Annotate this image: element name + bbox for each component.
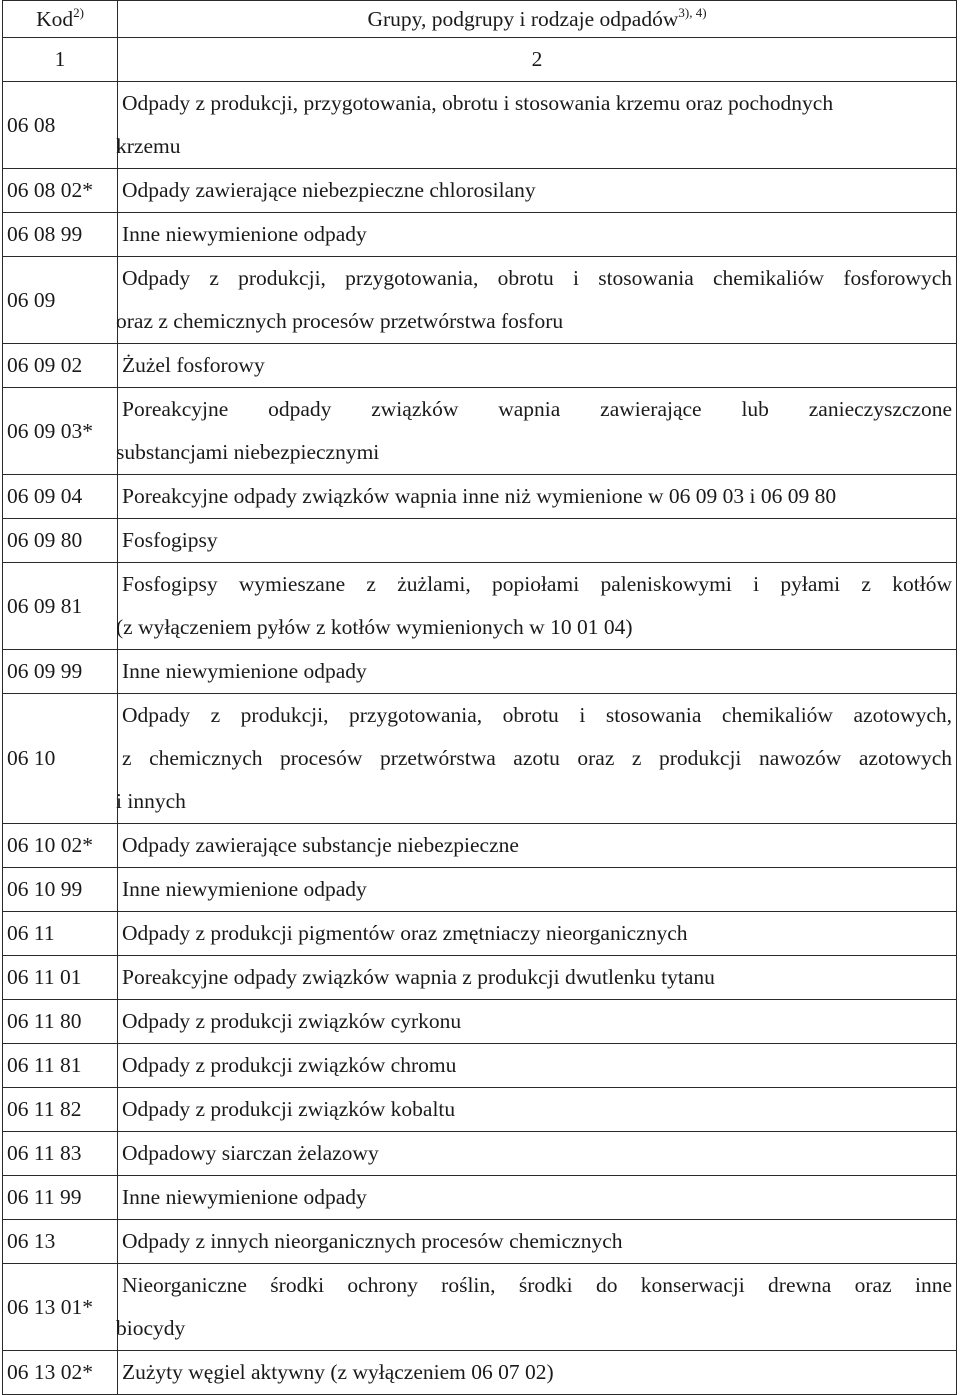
waste-code: 06 11 81	[3, 1044, 118, 1088]
description-line: Inne niewymienione odpady	[122, 1185, 367, 1209]
description-line: Nieorganiczne środki ochrony roślin, środki do konserwacji drewna oraz inne	[122, 1273, 952, 1297]
waste-code: 06 13 02*	[3, 1351, 118, 1395]
table-row	[3, 694, 957, 824]
header-description	[118, 1, 957, 38]
waste-code: 06 11 01	[3, 956, 118, 1000]
waste-code: 06 09 80	[3, 519, 118, 563]
waste-description	[118, 1000, 957, 1044]
table-row	[3, 1000, 957, 1044]
waste-description	[118, 519, 957, 563]
header-description-footnote: 3), 4)	[678, 5, 707, 20]
description-line: Żużel fosforowy	[122, 353, 265, 377]
table-row	[3, 1220, 957, 1264]
waste-description	[118, 1351, 957, 1395]
description-line: Inne niewymienione odpady	[122, 222, 367, 246]
table-row	[3, 824, 957, 868]
description-line: substancjami niebezpiecznymi	[116, 440, 380, 464]
waste-code: 06 13	[3, 1220, 118, 1264]
waste-description	[118, 1044, 957, 1088]
waste-description	[118, 868, 957, 912]
description-line: Odpady z produkcji pigmentów oraz zmętniaczy nieorganicznych	[122, 921, 688, 945]
header-code	[3, 1, 118, 38]
waste-description	[118, 169, 957, 213]
table-row	[3, 1132, 957, 1176]
waste-description	[118, 82, 957, 169]
column-number-1: 1	[3, 38, 118, 82]
table-row	[3, 1264, 957, 1351]
table-row	[3, 213, 957, 257]
waste-description	[118, 1176, 957, 1220]
waste-code: 06 11 80	[3, 1000, 118, 1044]
column-number-2: 2	[118, 38, 957, 82]
waste-description	[118, 344, 957, 388]
header-description-label: Grupy, podgrupy i rodzaje odpadów	[367, 7, 679, 31]
description-line: Odpady z produkcji związków chromu	[122, 1053, 457, 1077]
table-row	[3, 257, 957, 344]
waste-description	[118, 694, 957, 824]
description-line: Zużyty węgiel aktywny (z wyłączeniem 06 07 02)	[122, 1360, 554, 1384]
waste-code: 06 09 04	[3, 475, 118, 519]
waste-description	[118, 824, 957, 868]
waste-code: 06 09 99	[3, 650, 118, 694]
waste-description	[118, 213, 957, 257]
waste-code: 06 11 82	[3, 1088, 118, 1132]
table-row	[3, 868, 957, 912]
table-row	[3, 344, 957, 388]
description-line: krzemu	[116, 134, 181, 158]
waste-code: 06 08 99	[3, 213, 118, 257]
description-line: Fosfogipsy	[122, 528, 218, 552]
waste-code: 06 13 01*	[3, 1264, 118, 1351]
table-row	[3, 82, 957, 169]
description-line: Odpady zawierające niebezpieczne chlorosilany	[122, 178, 536, 202]
description-line: Odpady z produkcji związków kobaltu	[122, 1097, 456, 1121]
waste-code: 06 11 99	[3, 1176, 118, 1220]
description-line: Inne niewymienione odpady	[122, 659, 367, 683]
description-line: Poreakcyjne odpady związków wapnia zawierające lub zanieczyszczone	[122, 397, 952, 421]
waste-description	[118, 650, 957, 694]
waste-code: 06 08	[3, 82, 118, 169]
header-code-label: Kod	[36, 7, 74, 31]
table-row	[3, 650, 957, 694]
description-line: i innych	[116, 789, 186, 813]
description-line: Inne niewymienione odpady	[122, 877, 367, 901]
waste-description	[118, 1220, 957, 1264]
description-line: Odpady zawierające substancje niebezpieczne	[122, 833, 519, 857]
description-line: Odpady z produkcji, przygotowania, obrotu i stosowania krzemu oraz pochodnych	[122, 91, 834, 115]
table-row	[3, 1088, 957, 1132]
table-row	[3, 1176, 957, 1220]
waste-code: 06 09 02	[3, 344, 118, 388]
waste-code: 06 11 83	[3, 1132, 118, 1176]
waste-code: 06 10 99	[3, 868, 118, 912]
description-line: oraz z chemicznych procesów przetwórstwa fosforu	[116, 309, 564, 333]
description-line: Odpady z produkcji, przygotowania, obrotu i stosowania chemikaliów azotowych,	[122, 703, 952, 727]
table-row	[3, 563, 957, 650]
table-body	[3, 1, 957, 1395]
waste-description	[118, 1264, 957, 1351]
waste-description	[118, 388, 957, 475]
waste-codes-table	[2, 0, 957, 1395]
description-line: Fosfogipsy wymieszane z żużlami, popiołami paleniskowymi i pyłami z kotłów	[122, 572, 952, 596]
description-line: Odpady z produkcji związków cyrkonu	[122, 1009, 462, 1033]
table-header-row	[3, 1, 957, 38]
description-line: Odpady z innych nieorganicznych procesów chemicznych	[122, 1229, 623, 1253]
waste-code: 06 11	[3, 912, 118, 956]
waste-code: 06 10	[3, 694, 118, 824]
description-line: Poreakcyjne odpady związków wapnia z produkcji dwutlenku tytanu	[122, 965, 715, 989]
waste-description	[118, 1088, 957, 1132]
waste-code: 06 09 03*	[3, 388, 118, 475]
header-code-footnote: 2)	[73, 5, 84, 20]
waste-description	[118, 475, 957, 519]
description-line: z chemicznych procesów przetwórstwa azotu oraz z produkcji nawozów azotowych	[122, 746, 952, 770]
waste-description	[118, 956, 957, 1000]
table-row	[3, 1044, 957, 1088]
waste-code: 06 08 02*	[3, 169, 118, 213]
description-line: Poreakcyjne odpady związków wapnia inne niż wymienione w 06 09 03 i 06 09 80	[122, 484, 837, 508]
waste-code: 06 09	[3, 257, 118, 344]
waste-code: 06 10 02*	[3, 824, 118, 868]
waste-description	[118, 563, 957, 650]
table-row	[3, 519, 957, 563]
table-row	[3, 388, 957, 475]
table-row	[3, 912, 957, 956]
description-line: Odpady z produkcji, przygotowania, obrotu i stosowania chemikaliów fosforowych	[122, 266, 952, 290]
waste-code: 06 09 81	[3, 563, 118, 650]
description-line: (z wyłączeniem pyłów z kotłów wymienionych w 10 01 04)	[116, 615, 633, 639]
waste-description	[118, 257, 957, 344]
table-row	[3, 169, 957, 213]
table-row	[3, 1351, 957, 1395]
description-line: Odpadowy siarczan żelazowy	[122, 1141, 379, 1165]
column-numbering-row	[3, 38, 957, 82]
table-row	[3, 475, 957, 519]
description-line: biocydy	[116, 1316, 186, 1340]
table-row	[3, 956, 957, 1000]
waste-description	[118, 1132, 957, 1176]
waste-description	[118, 912, 957, 956]
